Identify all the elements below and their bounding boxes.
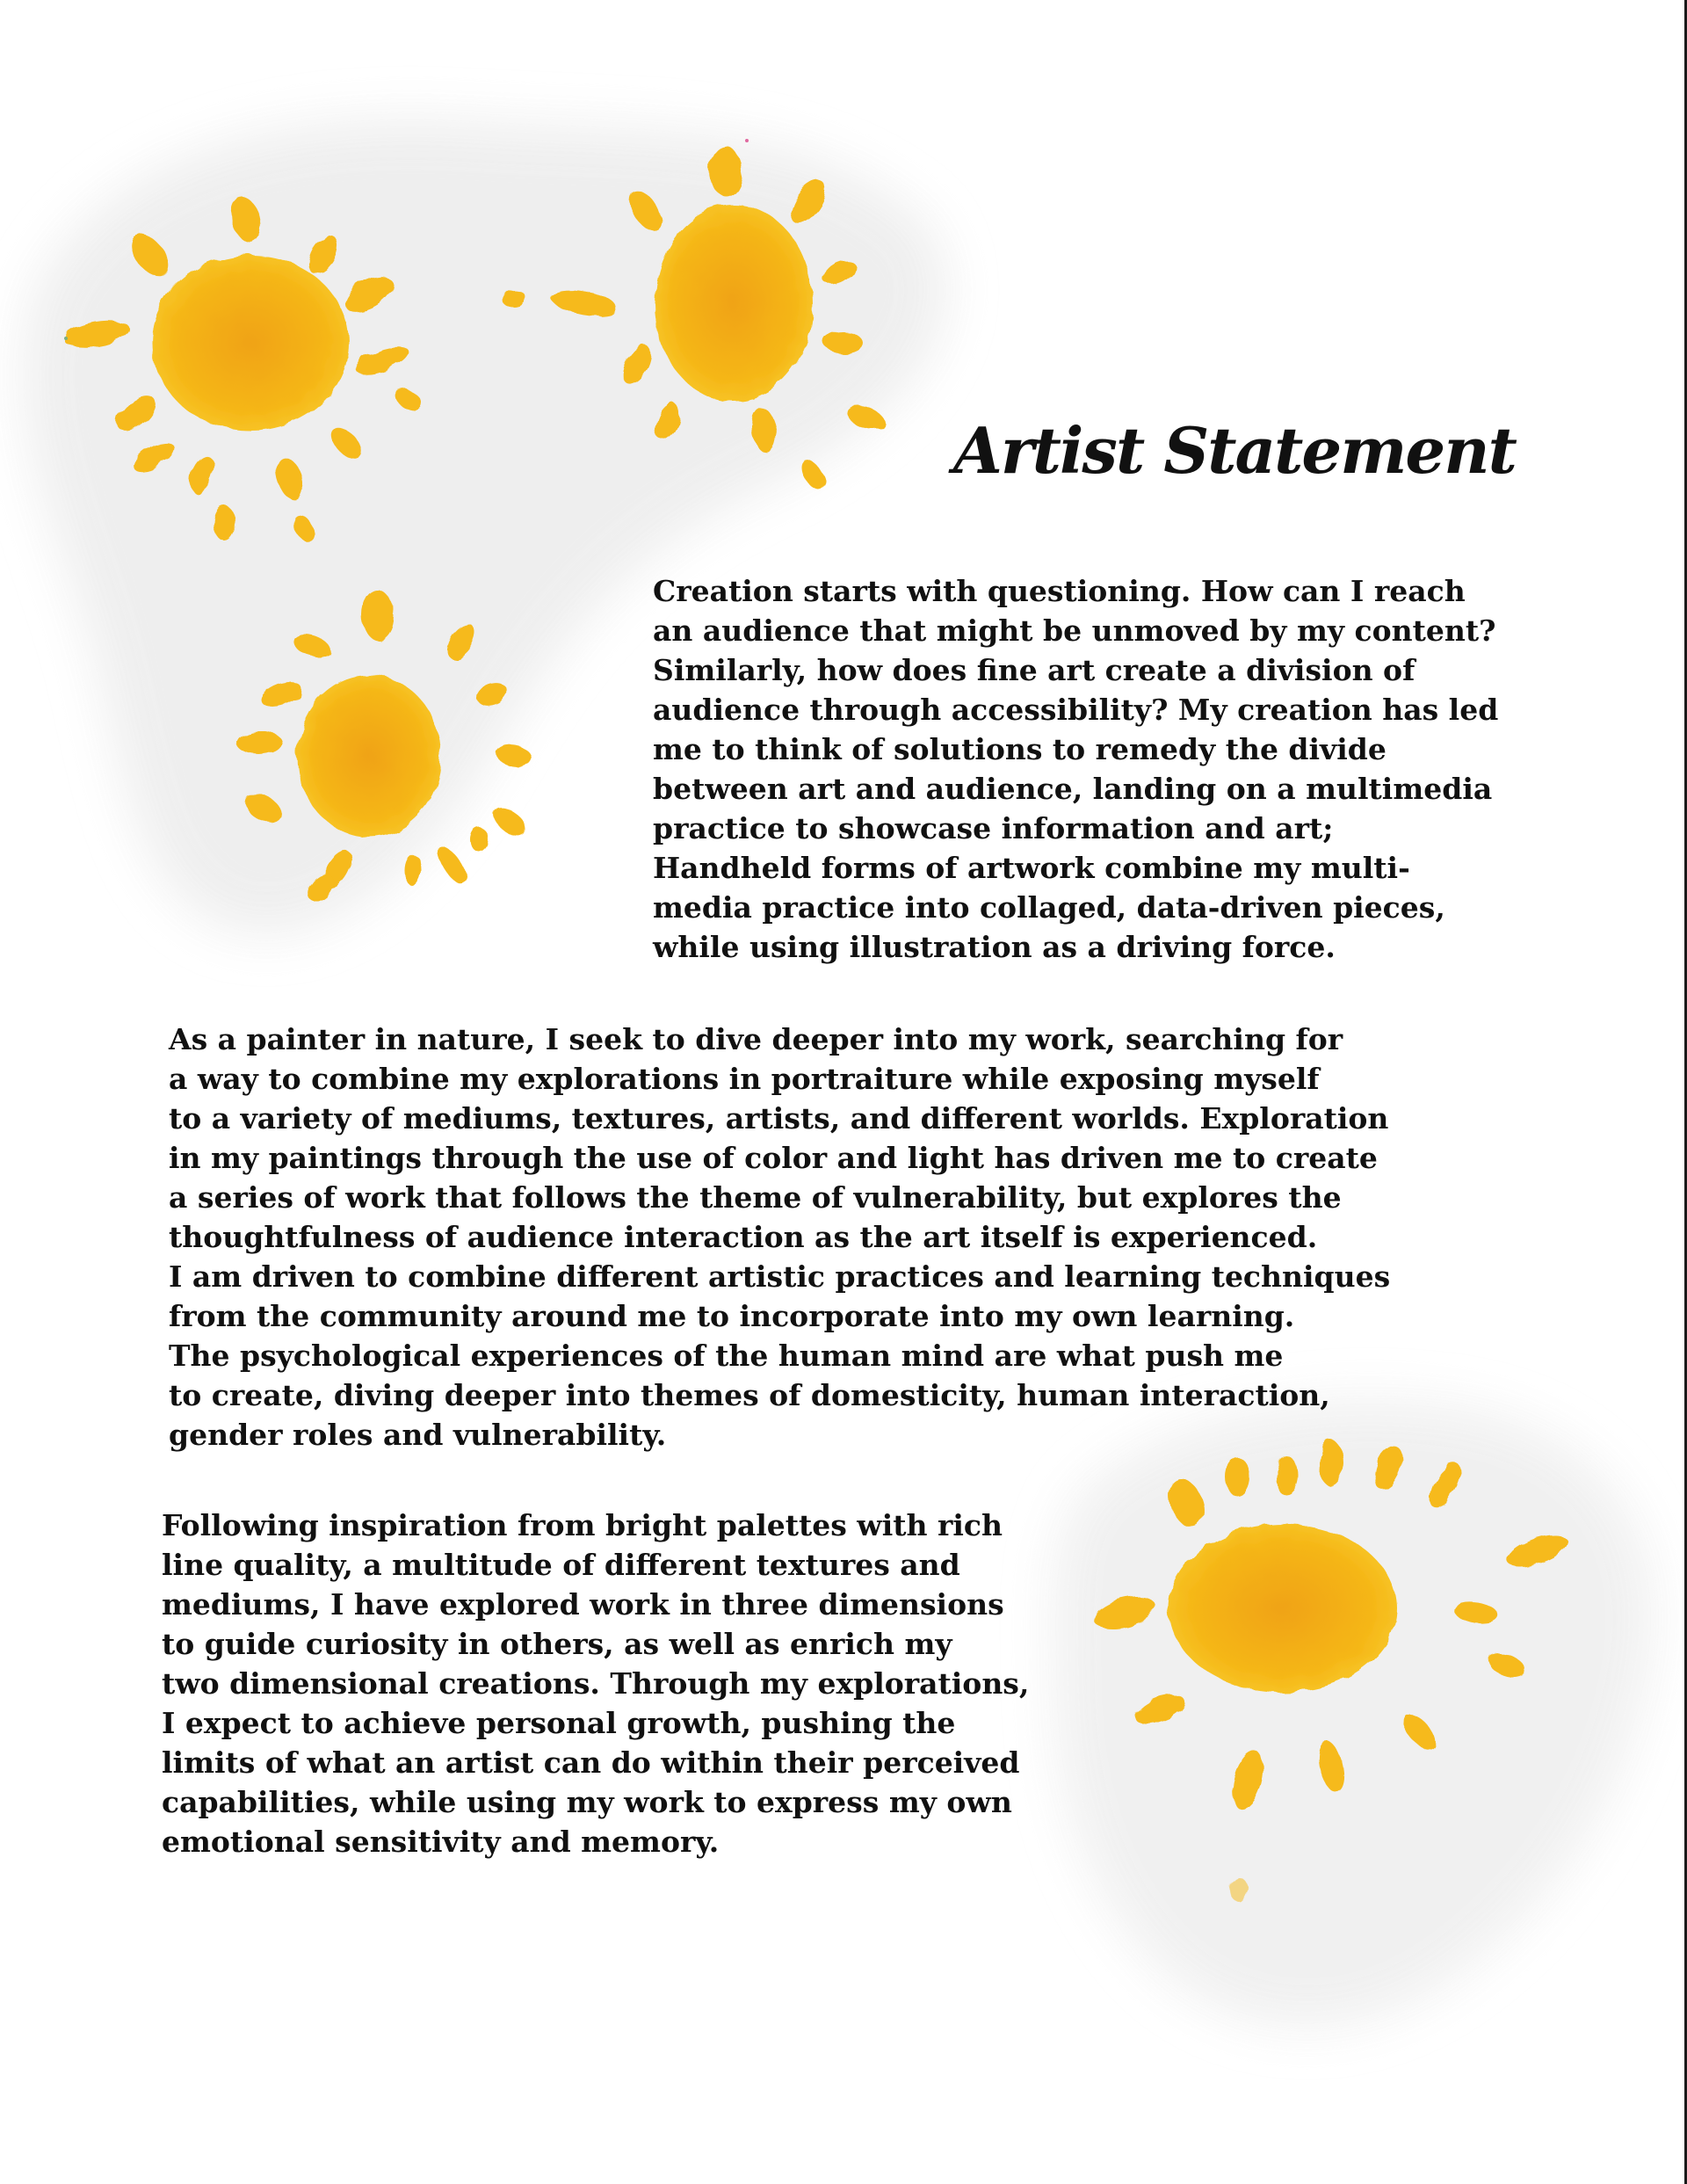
paragraph-line: from the community around me to incorporate into my own learning. xyxy=(169,1299,1295,1333)
paragraph-line: gender roles and vulnerability. xyxy=(169,1418,667,1452)
statement-paragraph-1 xyxy=(653,571,1498,967)
paragraph-line: while using illustration as a driving force. xyxy=(653,930,1336,964)
paragraph-line: Creation starts with questioning. How can I reach xyxy=(653,574,1466,608)
paragraph-line: I am driven to combine different artistic practices and learning techniques xyxy=(169,1259,1391,1294)
paragraph-line: an audience that might be unmoved by my content? xyxy=(653,613,1496,648)
page-title: Artist Statement xyxy=(953,413,1516,488)
paragraph-line: Handheld forms of artwork combine my multi- xyxy=(653,851,1410,885)
paragraph-line: line quality, a multitude of different textures and xyxy=(162,1548,960,1582)
paragraph-line: thoughtfulness of audience interaction as the art itself is experienced. xyxy=(169,1220,1318,1254)
statement-paragraph-3 xyxy=(162,1506,1029,1861)
paragraph-line: The psychological experiences of the human mind are what push me xyxy=(169,1339,1284,1373)
paragraph-line: audience through accessibility? My creation has led xyxy=(653,693,1499,727)
paragraph-line: me to think of solutions to remedy the divide xyxy=(653,732,1387,766)
paragraph-line: media practice into collaged, data-driven pieces, xyxy=(653,890,1445,925)
paragraph-line: I expect to achieve personal growth, pushing the xyxy=(162,1706,956,1740)
paragraph-line: in my paintings through the use of color and light has driven me to create xyxy=(169,1141,1378,1175)
paragraph-line: to create, diving deeper into themes of domesticity, human interaction, xyxy=(169,1378,1330,1412)
paragraph-line: two dimensional creations. Through my explorations, xyxy=(162,1666,1030,1701)
paragraph-line: capabilities, while using my work to express my own xyxy=(162,1785,1012,1819)
paragraph-line: a series of work that follows the theme of vulnerability, but explores the xyxy=(169,1180,1342,1215)
statement-paragraph-2 xyxy=(169,1019,1390,1455)
paragraph-line: limits of what an artist can do within their perceived xyxy=(162,1745,1020,1780)
paragraph-line: Following inspiration from bright palettes with rich xyxy=(162,1508,1003,1542)
paragraph-line: to guide curiosity in others, as well as enrich my xyxy=(162,1627,952,1661)
paragraph-line: Similarly, how does fine art create a division of xyxy=(653,653,1415,687)
paragraph-line: emotional sensitivity and memory. xyxy=(162,1825,720,1859)
paragraph-line: between art and audience, landing on a multimedia xyxy=(653,772,1493,806)
paragraph-line: a way to combine my explorations in portraiture while exposing myself xyxy=(169,1062,1320,1096)
paragraph-line: to a variety of mediums, textures, artists, and different worlds. Exploration xyxy=(169,1101,1389,1136)
paragraph-line: practice to showcase information and art; xyxy=(653,811,1334,845)
paragraph-line: mediums, I have explored work in three dimensions xyxy=(162,1587,1004,1622)
paragraph-line: As a painter in nature, I seek to dive deeper into my work, searching for xyxy=(169,1022,1343,1056)
